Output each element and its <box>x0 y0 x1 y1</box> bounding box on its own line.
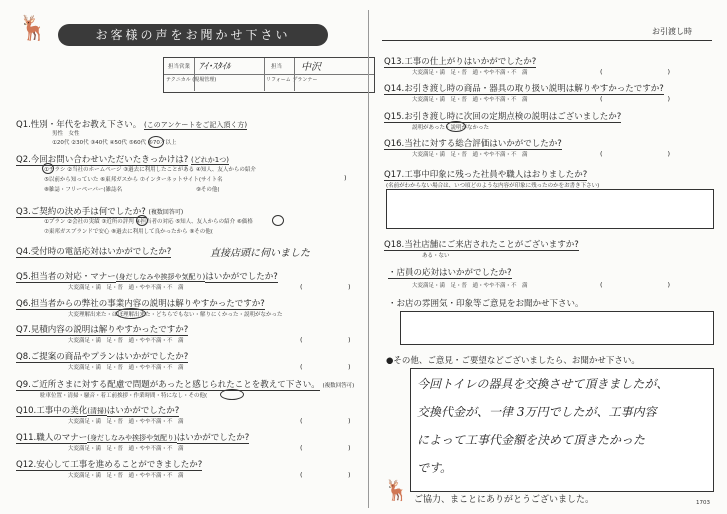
thanks-text: ご協力、まことにありがとうございました。 <box>414 495 595 505</box>
handwriting-line-4: です。 <box>417 461 453 475</box>
q18a-label: ・店員の応対はいかがでしたか? <box>388 268 512 278</box>
q9-scale: 駐車位置・清掃・騒音・着工前挨拶・作業時間・特になし・その他( <box>40 393 208 399</box>
tech-label: テクニカル (現場管理) <box>166 77 217 83</box>
q2-options-1: ①チラシ ②当社のホームページ ③過去に利用したことがある ④知人、友人からの紹介 <box>44 167 256 173</box>
q18-scale: ある・ない <box>422 253 450 259</box>
other-answer-box[interactable] <box>410 368 714 492</box>
q12-scale: 大変満足・満 足・普 通・やや不満・不 満 <box>68 473 184 479</box>
q7-scale: 大変満足・満 足・普 通・やや不満・不 満 <box>68 338 184 344</box>
handwriting-line-1: 今回トイレの器具を交換させて頂きましたが、 <box>417 377 669 391</box>
q1-gender: 男性 女性 <box>52 131 80 137</box>
q18b-answer-box[interactable] <box>400 311 714 345</box>
page-divider <box>368 10 369 508</box>
other-label: ●その他、ご意見・ご要望などございましたら、お聞かせ下さい。 <box>386 356 640 366</box>
q6-scale: 大変理解出来た・ほぼ理解出来た・どちらでもない・解りにくかった・説明がなかった <box>68 312 283 318</box>
q12-paren: ( ) <box>300 471 351 479</box>
q15-label: Q15.お引き渡し時に次回の定期点検の説明はございましたか? <box>384 112 622 122</box>
q17-label: Q17.工事中印象に残った社員や職人はおりましたか? <box>384 170 588 180</box>
staff-table <box>163 57 375 93</box>
q9-label: Q9.ご近所さまに対する配慮で問題があったと感じられたことを教えて下さい。 (複数回答可) <box>16 380 355 390</box>
right-header-rule <box>382 40 712 41</box>
q17-note: (名前がわからない場合は、いつ頃どのような内容が印象に残ったのかをお書き下さい) <box>386 183 600 189</box>
q10-scale: 大変満足・満 足・普 通・やや不満・不 満 <box>68 419 184 425</box>
page-title: お客様の声をお聞かせ下さい <box>58 24 328 46</box>
deer-footer-icon: 🦌 <box>384 478 409 502</box>
sales-value: ｱｲ･ｽﾀｲﾙ <box>199 62 231 72</box>
q5-label: Q5.担当者の対応・マナー(身だしなみや挨拶や気配り)はいかがでしたか? <box>16 272 278 282</box>
sales-label: 担当営業 <box>168 64 191 70</box>
q3-options-1: ①プラン ②会社の実績 ③近所の評判 ④担当者の対応 ⑤知人、友人からの紹介 ⑥価格 <box>44 219 253 225</box>
q2-paren: ) <box>344 174 347 182</box>
q1-selection-circle <box>148 136 164 148</box>
q16-paren: ( ) <box>600 150 671 158</box>
q11-paren: ( ) <box>300 444 351 452</box>
q8-label: Q8.ご提案の商品やプランはいかがでしたか? <box>16 352 189 362</box>
q8-paren: ( ) <box>300 363 351 371</box>
q13-scale: 大変満足・満 足・普 通・やや不満・不 満 <box>412 70 528 76</box>
q15-scale: 説明があった・説明がなかった <box>412 125 489 131</box>
q2-selection-circle <box>42 163 54 174</box>
person-value: 中沢 <box>301 62 321 73</box>
q6-selection-circle <box>116 308 146 319</box>
q9-selection-circle <box>220 389 244 400</box>
q18a-scale: 大変満足・満 足・普 通・やや不満・不 満 <box>412 283 528 289</box>
q16-scale: 大変満足・満 足・普 通・やや不満・不 満 <box>412 152 528 158</box>
q7-paren: ( ) <box>300 336 351 344</box>
q13-paren: ( ) <box>600 68 671 76</box>
q1-ages: ①20代 ②30代 ③40代 ④50代 ⑤60代 ⑥70才以上 <box>52 140 177 146</box>
q5-paren: ( ) <box>300 283 351 291</box>
q3-circle-2 <box>272 215 284 226</box>
q1-label: Q1.性別・年代をお教え下さい。 (このアンケートをご記入頂く方) <box>16 120 248 130</box>
handwriting-line-2: 交換代金が、一律 3万円でしたが、工事内容 <box>417 405 657 419</box>
q7-label: Q7.見積内容の説明は解りやすかったですか? <box>16 325 189 335</box>
q3-label: Q3.ご契約の決め手は何でしたか? (複数回答可) <box>16 207 184 217</box>
q2-options-2: ⑤以前から知っていた ⑥東邦ガスから ⑦インターネットサイト(サイト名 <box>44 177 223 183</box>
q3-circle-1 <box>136 215 148 226</box>
q4-label: Q4.受付時の電話応対はいかがでしたか? <box>16 247 172 257</box>
q14-paren: ( ) <box>600 95 671 103</box>
handwriting-line-3: によって工事代金額を決めて頂きたかった <box>417 433 646 447</box>
q12-label: Q12.安心して工事を進めることができましたか? <box>16 460 203 470</box>
q2-options-3: ⑧雑誌・フリーペーパー(雑誌名 <box>44 187 123 193</box>
q18-label: Q18.当社店舗にご来店されたことがございますか? <box>384 240 579 250</box>
deer-logo-icon: 🦌 <box>18 14 48 42</box>
q18b-label: ・お店の雰囲気・印象等ご意見をお聞かせ下さい。 <box>388 299 584 309</box>
q6-label: Q6.担当者からの弊社の事業内容の説明は解りやすかったですか? <box>16 299 265 309</box>
q2-options-3b: ⑨その他( <box>196 187 220 193</box>
q11-scale: 大変満足・満 足・普 通・やや不満・不 満 <box>68 446 184 452</box>
q3-options-2: ⑦東邦ガスブランドで安心 ⑧過去に利用して良かったから ⑨その他( <box>44 229 213 235</box>
q8-scale: 大変満足・満 足・普 通・やや不満・不 満 <box>68 365 184 371</box>
q14-label: Q14.お引き渡し時の商品・器具の取り扱い説明は解りやすかったですか? <box>384 84 664 94</box>
reform-label: リフォーム プランナー <box>266 77 318 83</box>
q10-label: Q10.工事中の美化(清掃)はいかがでしたか? <box>16 406 180 416</box>
right-page-title: お引渡し時 <box>652 27 692 36</box>
q5-scale: 大変満足・満 足・普 通・やや不満・不 満 <box>68 285 184 291</box>
q15-selection-circle <box>446 121 466 132</box>
q17-answer-box[interactable] <box>386 189 714 229</box>
q16-label: Q16.当社に対する総合評価はいかがでしたか? <box>384 139 562 149</box>
q13-label: Q13.工事の仕上がりはいかがでしたか? <box>384 57 537 67</box>
q4-handwritten-answer: 直接店頭に伺いました <box>210 248 310 259</box>
q14-scale: 大変満足・満 足・普 通・やや不満・不 満 <box>412 97 528 103</box>
q18a-paren: ( ) <box>600 281 671 289</box>
q2-label: Q2.今回お問い合わせいただいたきっかけは? (どれか1つ) <box>16 155 229 165</box>
q10-paren: ( ) <box>300 417 351 425</box>
q11-label: Q11.職人のマナー(身だしなみや挨拶や気配り)はいかがでしたか? <box>16 433 250 443</box>
form-code: 1703 <box>696 500 710 506</box>
person-label: 担当 <box>271 64 283 70</box>
